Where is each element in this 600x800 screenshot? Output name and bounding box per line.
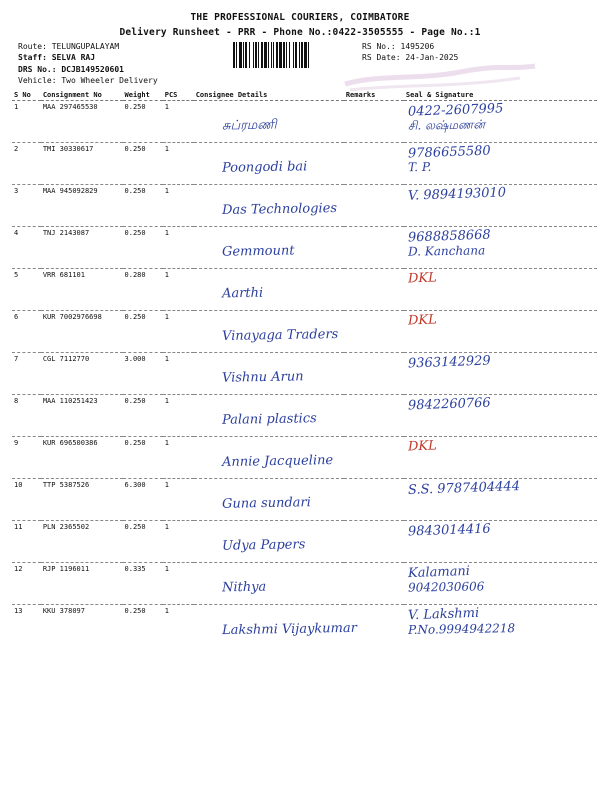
- handwritten-consignee: Poongodi bai: [221, 159, 308, 176]
- barcode-bar: [301, 42, 303, 68]
- row-signature: [404, 563, 597, 605]
- handwritten-signature: 9363142929: [407, 353, 491, 372]
- row-weight: 6.300: [123, 479, 163, 521]
- handwritten-signature: DKL: [407, 438, 437, 455]
- barcode-bar: [289, 42, 290, 68]
- row-weight: 0.250: [123, 521, 163, 563]
- table-row: [12, 269, 597, 311]
- row-weight: 0.250: [123, 437, 163, 479]
- handwritten-consignee: Nithya: [221, 579, 267, 596]
- row-remarks: [344, 479, 404, 521]
- row-remarks: [344, 521, 404, 563]
- runsheet-table: [12, 90, 597, 667]
- table-row: [12, 521, 597, 563]
- row-consignment: VRR 681101: [41, 269, 123, 311]
- col-sno: S No: [12, 90, 41, 101]
- handwritten-signature: V. 9894193010: [407, 185, 507, 204]
- row-signature: [404, 227, 597, 269]
- row-pcs: 1: [163, 395, 194, 437]
- row-consignee: [194, 143, 344, 185]
- row-consignment: TMI 30330617: [41, 143, 123, 185]
- handwritten-signature: 9842260766: [407, 395, 491, 414]
- row-remarks: [344, 563, 404, 605]
- row-consignment: KUR 7002976698: [41, 311, 123, 353]
- row-weight: 0.335: [123, 563, 163, 605]
- handwritten-consignee: Das Technologies: [221, 200, 337, 219]
- row-remarks: [344, 143, 404, 185]
- col-consignee: Consignee Details: [194, 90, 344, 101]
- table-row: [12, 185, 597, 227]
- row-consignment: CGL 7112770: [41, 353, 123, 395]
- row-pcs: 1: [163, 353, 194, 395]
- vehicle-label: Vehicle: Two Wheeler Delivery: [18, 76, 158, 85]
- row-weight: 0.250: [123, 185, 163, 227]
- row-remarks: [344, 269, 404, 311]
- row-sno: 5: [12, 269, 41, 311]
- row-consignment: KUR 696500386: [41, 437, 123, 479]
- row-pcs: 1: [163, 563, 194, 605]
- row-consignee: [194, 605, 357, 668]
- handwritten-signature: 9843014416: [407, 521, 491, 540]
- barcode-bar: [286, 42, 287, 68]
- col-consignment: Consignment No: [41, 90, 123, 101]
- handwritten-signature-line2: D. Kanchana: [407, 243, 486, 259]
- barcode-bar: [271, 42, 272, 68]
- row-consignee: [194, 185, 344, 227]
- row-consignment: TNJ 2143087: [41, 227, 123, 269]
- handwritten-signature: DKL: [407, 312, 437, 329]
- table-row: [12, 395, 597, 437]
- row-consignment: PLN 2365502: [41, 521, 123, 563]
- row-sno: 8: [12, 395, 41, 437]
- row-remarks: [344, 437, 404, 479]
- handwritten-signature-line2: T. P.: [407, 159, 432, 175]
- table-row: [12, 479, 597, 521]
- barcode-bar: [268, 42, 269, 68]
- barcode-bar: [236, 42, 237, 68]
- row-signature: [404, 143, 597, 185]
- row-remarks: [344, 605, 404, 668]
- row-consignee: [194, 437, 344, 479]
- handwritten-signature: S.S. 9787404444: [407, 479, 521, 498]
- handwritten-consignee: Annie Jacqueline: [221, 453, 333, 470]
- handwritten-consignee: Aarthi: [221, 285, 263, 302]
- row-sno: 4: [12, 227, 41, 269]
- handwritten-signature: V. Lakshmi: [407, 605, 480, 624]
- row-signature: [404, 353, 597, 395]
- row-weight: 0.250: [123, 227, 163, 269]
- handwritten-consignee: Udya Papers: [221, 537, 306, 554]
- row-consignee: [194, 101, 344, 143]
- faded-stamp: [340, 62, 540, 92]
- row-signature: [404, 521, 597, 563]
- barcode-bar: [276, 42, 278, 68]
- barcode-bar: [243, 42, 244, 68]
- table-row: [12, 101, 597, 143]
- barcode-bar: [258, 42, 259, 68]
- handwritten-signature: Kalamani: [407, 563, 471, 582]
- row-consignee: [194, 479, 344, 521]
- table-row: [12, 227, 597, 269]
- row-weight: 0.250: [123, 143, 163, 185]
- barcode-bar: [279, 42, 282, 68]
- row-pcs: 1: [163, 269, 194, 311]
- barcode-bar: [233, 42, 235, 68]
- row-weight: 0.250: [123, 311, 163, 353]
- row-remarks: [344, 227, 404, 269]
- handwritten-signature-line2: P.No.9994942218: [407, 621, 516, 637]
- row-consignee: [194, 227, 344, 269]
- row-remarks: [344, 311, 404, 353]
- barcode-bar: [264, 42, 267, 68]
- row-consignee: [194, 521, 344, 563]
- handwritten-signature-line2: 9042030606: [407, 579, 485, 595]
- row-pcs: 1: [163, 437, 194, 479]
- row-consignee: [194, 395, 344, 437]
- row-signature: [404, 479, 597, 521]
- row-consignment: MAA 297465530: [41, 101, 123, 143]
- handwritten-consignee: Lakshmi Vijaykumar: [221, 620, 357, 639]
- row-signature: [404, 437, 597, 479]
- barcode-bar: [253, 42, 254, 68]
- col-signature: Seal & Signature: [404, 90, 597, 101]
- row-pcs: 1: [163, 521, 194, 563]
- handwritten-signature: DKL: [407, 270, 437, 287]
- row-weight: 0.250: [123, 101, 163, 143]
- table-row: [12, 437, 597, 479]
- col-pcs: PCS: [163, 90, 194, 101]
- row-sno: 13: [14, 607, 23, 615]
- staff-label: Staff: SELVA RAJ: [18, 53, 96, 62]
- barcode-bar: [295, 42, 297, 68]
- row-consignee: [194, 269, 344, 311]
- barcode-bar: [249, 42, 250, 68]
- row-pcs: 1: [164, 607, 169, 615]
- drs-number: DRS No.: DCJB149520601: [18, 65, 124, 74]
- row-sno: 3: [12, 185, 41, 227]
- row-sno: 7: [12, 353, 41, 395]
- rs-date: RS Date: 24-Jan-2025: [362, 53, 459, 62]
- row-pcs: 1: [163, 479, 194, 521]
- row-consignee: [194, 563, 344, 605]
- table-row: [12, 605, 597, 668]
- row-consignment: KKU 378097: [42, 607, 85, 615]
- route-label: Route: TELUNGUPALAYAM: [18, 42, 120, 51]
- barcode-bar: [308, 42, 309, 68]
- handwritten-consignee: Guna sundari: [221, 495, 311, 512]
- barcode-bar: [255, 42, 257, 68]
- row-sno: 11: [12, 521, 41, 563]
- barcode-bar: [273, 42, 274, 68]
- row-remarks: [344, 101, 404, 143]
- table-row: [12, 353, 597, 395]
- row-pcs: 1: [163, 143, 194, 185]
- company-title: THE PROFESSIONAL COURIERS, COIMBATORE: [190, 12, 410, 23]
- row-signature: [404, 605, 597, 668]
- row-sno: 1: [12, 101, 41, 143]
- row-consignee: [194, 311, 344, 353]
- barcode-bar: [239, 42, 242, 68]
- row-signature: [404, 395, 597, 437]
- row-consignment: MAA 110251423: [41, 395, 123, 437]
- handwritten-consignee: Vinayaga Traders: [221, 326, 339, 345]
- table-header-row: [12, 90, 597, 101]
- row-consignment: MAA 945092829: [41, 185, 123, 227]
- barcode-bar: [283, 42, 285, 68]
- table-row: [12, 311, 597, 353]
- row-consignment: TTP 5387526: [41, 479, 123, 521]
- row-sno: 6: [12, 311, 41, 353]
- handwritten-consignee: Palani plastics: [221, 411, 317, 428]
- row-consignee: [194, 353, 344, 395]
- row-weight: 0.250: [124, 607, 146, 615]
- handwritten-signature-line2: சி. லஷ்மணன்: [407, 117, 485, 133]
- row-remarks: [344, 395, 404, 437]
- barcode-bar: [293, 42, 294, 68]
- handwritten-consignee: சுப்ரமணி: [221, 117, 277, 134]
- row-sno: 2: [12, 143, 41, 185]
- col-weight: Weight: [123, 90, 163, 101]
- barcode-bar: [299, 42, 300, 68]
- rs-number: RS No.: 1495206: [362, 42, 435, 51]
- handwritten-consignee: Vishnu Arun: [221, 369, 304, 386]
- row-pcs: 1: [163, 227, 194, 269]
- row-pcs: 1: [163, 101, 194, 143]
- handwritten-signature: 9786655580: [407, 143, 491, 162]
- row-weight: 0.280: [123, 269, 163, 311]
- handwritten-consignee: Gemmount: [221, 243, 295, 260]
- row-remarks: [344, 353, 404, 395]
- row-sno: 10: [12, 479, 41, 521]
- row-sno: 12: [12, 563, 41, 605]
- row-weight: 0.250: [123, 395, 163, 437]
- row-sno: 9: [12, 437, 41, 479]
- row-remarks: [344, 185, 404, 227]
- table-row: [12, 143, 597, 185]
- row-pcs: 1: [163, 311, 194, 353]
- row-weight: 3.000: [123, 353, 163, 395]
- barcode-bar: [245, 42, 247, 68]
- row-signature: [404, 185, 597, 227]
- row-pcs: 1: [163, 185, 194, 227]
- handwritten-signature: 0422-2607995: [407, 101, 504, 120]
- runsheet-subtitle: Delivery Runsheet - PRR - Phone No.:0422-3505555 - Page No.:1: [119, 27, 481, 38]
- row-consignment: RJP 1196011: [41, 563, 123, 605]
- barcode-bar: [261, 42, 263, 68]
- row-signature: [404, 269, 597, 311]
- row-signature: [404, 101, 597, 143]
- barcode-bar: [304, 42, 307, 68]
- row-signature: [404, 311, 597, 353]
- table-row: [12, 563, 597, 605]
- handwritten-signature: 9688858668: [407, 227, 491, 246]
- col-remarks: Remarks: [344, 90, 404, 101]
